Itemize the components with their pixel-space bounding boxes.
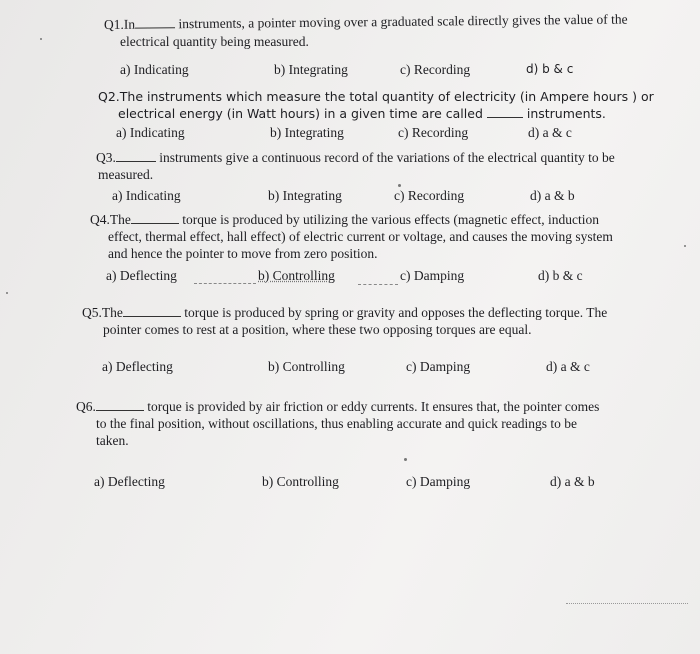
option-b: b) Integrating [270, 125, 344, 140]
option-c: c) Recording [394, 188, 465, 203]
question-1-continuation: electrical quantity being measured. [120, 34, 309, 49]
option-b: b) Integrating [274, 62, 348, 77]
option-c: c) Damping [400, 268, 465, 283]
question-1 [103, 11, 628, 50]
question-6 [76, 398, 599, 449]
answer-blank [116, 160, 156, 162]
question-5 [82, 304, 607, 338]
question-2-options [116, 125, 676, 143]
question-3 [96, 149, 615, 183]
pen-dot-mark [398, 184, 401, 187]
question-1-text: instruments, a pointer moving over a graduated scale directly gives the value of the [178, 11, 628, 32]
question-6-line-2: to the final position, without oscillations, thus enabling accurate and quick readings to be [96, 416, 578, 431]
pen-dot-mark [404, 458, 407, 461]
question-4 [90, 211, 613, 262]
question-1-options [120, 62, 680, 80]
option-d: d) b & c [526, 62, 574, 76]
option-a: a) Deflecting [94, 474, 165, 489]
answer-blank [123, 315, 181, 317]
margin-dot-mark [684, 245, 686, 247]
question-4-line-3: and hence the pointer to move from zero position. [108, 246, 378, 261]
option-c: c) Recording [398, 125, 469, 140]
option-b: b) Controlling [258, 268, 335, 283]
option-a: a) Indicating [120, 62, 189, 77]
margin-dot-mark [40, 38, 42, 40]
option-c: c) Damping [406, 359, 471, 374]
question-5-text: torque is produced by spring or gravity and opposes the deflecting torque. The [184, 305, 608, 320]
question-5-continuation: pointer comes to rest at a position, where these two opposing torques are equal. [103, 322, 532, 337]
question-4-line-2: effect, thermal effect, hall effect) of electric current or voltage, and causes the moving system [108, 229, 613, 244]
option-d: d) b & c [538, 268, 583, 283]
option-a: a) Deflecting [106, 268, 177, 283]
option-b: b) Integrating [268, 188, 342, 203]
answer-blank [487, 116, 523, 118]
option-b: b) Controlling [268, 359, 345, 374]
option-d: d) a & b [550, 474, 595, 489]
question-2-suffix: instruments. [526, 106, 606, 121]
question-4-text: torque is produced by utilizing the various effects (magnetic effect, induction [182, 212, 599, 227]
option-a: a) Indicating [112, 188, 181, 203]
dashed-mark [194, 283, 256, 285]
question-2 [98, 88, 654, 122]
question-5-options [102, 359, 662, 377]
question-5-prefix: Q5.The [82, 305, 123, 320]
question-3-text: instruments give a continuous record of the variations of the electrical quantity to be [159, 150, 615, 165]
dashed-mark [358, 284, 398, 286]
pen-scribble-mark [566, 603, 688, 605]
question-3-continuation: measured. [98, 167, 154, 182]
question-2-continuation: electrical energy (in Watt hours) in a given time are called [118, 106, 483, 121]
answer-blank [96, 409, 144, 411]
question-6-prefix: Q6. [76, 399, 96, 414]
option-d: d) a & c [546, 359, 590, 374]
question-3-options [112, 188, 672, 206]
option-a: a) Indicating [116, 125, 185, 140]
question-3-prefix: Q3. [96, 150, 116, 165]
question-6-text: torque is provided by air friction or eddy currents. It ensures that, the pointer comes [147, 399, 600, 414]
question-4-prefix: Q4.The [90, 212, 131, 227]
option-a: a) Deflecting [102, 359, 173, 374]
option-d: d) a & b [530, 188, 575, 203]
question-6-options [94, 474, 654, 492]
question-6-line-3: taken. [96, 433, 129, 448]
question-1-prefix: Q1.In [103, 16, 136, 32]
option-c: c) Recording [400, 62, 471, 77]
option-c: c) Damping [406, 474, 471, 489]
answer-blank [131, 222, 179, 224]
option-d: d) a & c [528, 125, 572, 140]
option-b: b) Controlling [262, 474, 339, 489]
answer-blank [135, 26, 175, 28]
margin-dot-mark [6, 292, 8, 294]
question-2-text: Q2.The instruments which measure the total quantity of electricity (in Ampere hours ) or [98, 89, 654, 104]
